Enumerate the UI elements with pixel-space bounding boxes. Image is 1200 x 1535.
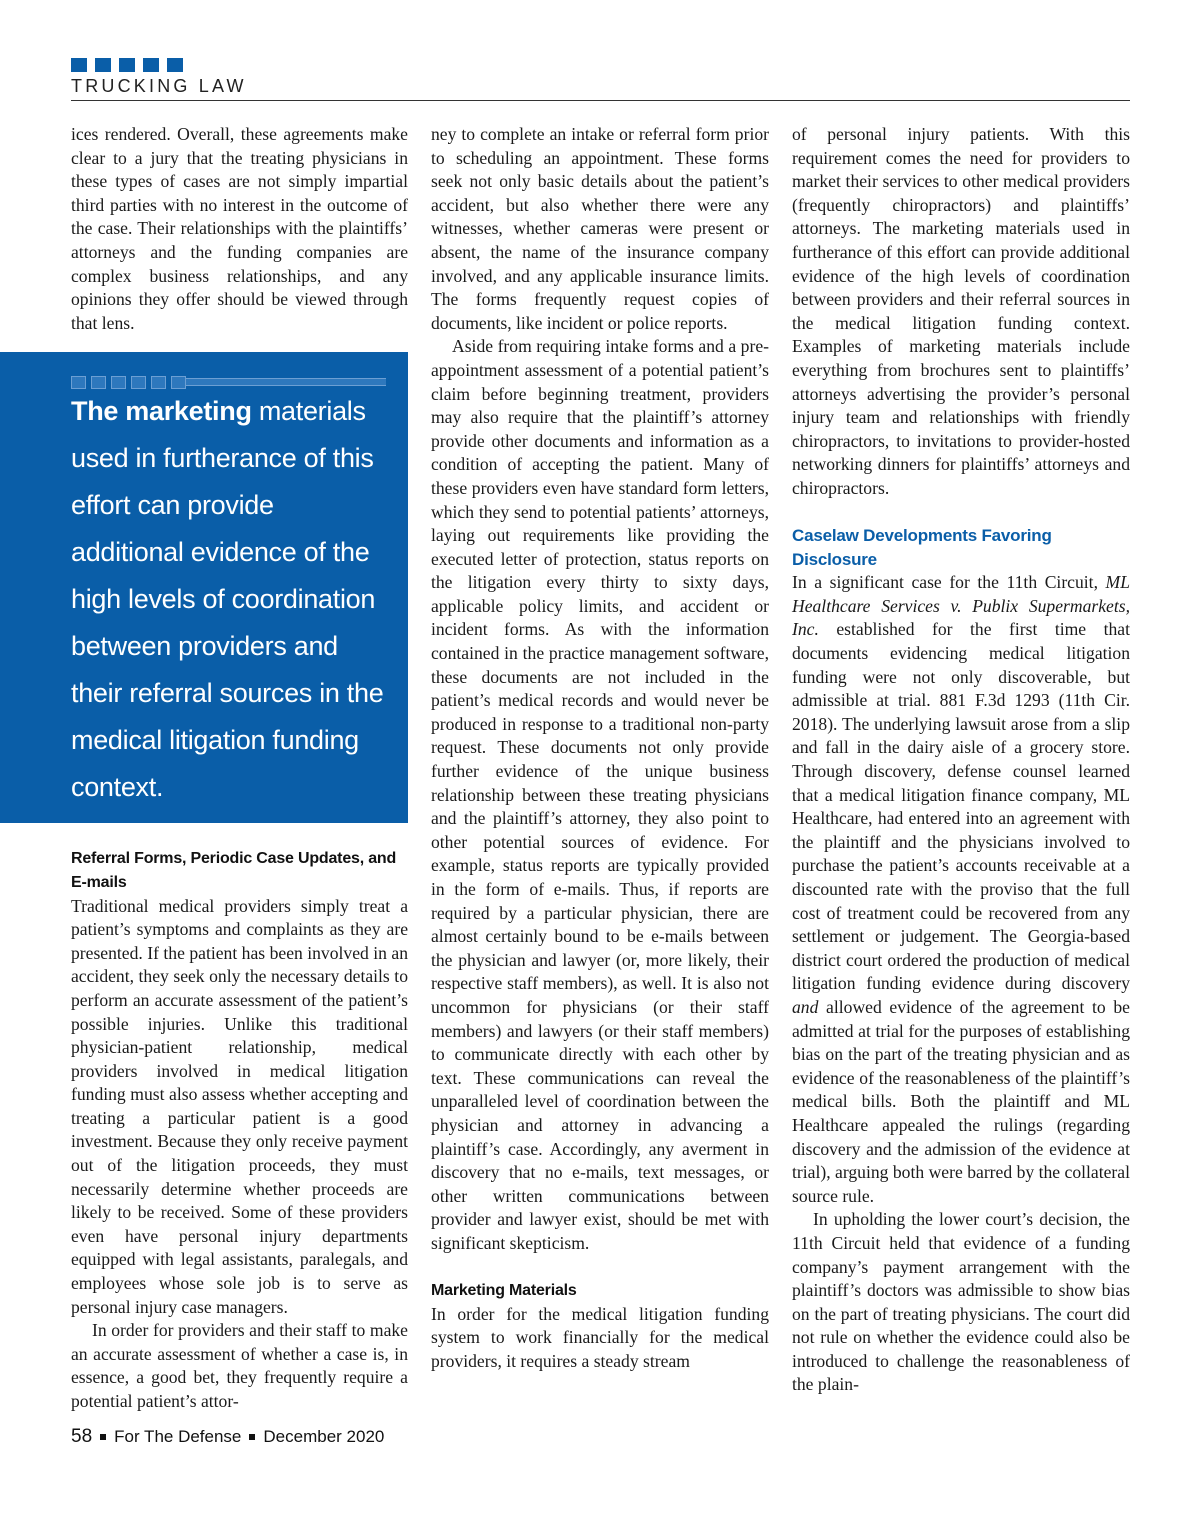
issue-date: December 2020 (263, 1427, 385, 1446)
text-run: established for the first time that documents evidencing medical litigation funding were not only discoverable, but admissible at trial. 881 F.3d 1293 (11th Cir. 2018). The underlying lawsuit arose from a slip and fall in the dairy aisle of a grocery store. Through discovery, defense counsel learned that a medical litigation finance company, ML Healthcare, had entered into an agreement with the plaintiff and the physicians involved to purchase the patient’s accounts receivable at a discounted rate with the proviso that the full cost of treatment could be recovered from any settlement or judgement. The Georgia-based district court ordered the production of medical litigation funding evidence during discovery (792, 619, 1130, 994)
pullquote-text (71, 388, 391, 811)
publication-name: For The Defense (114, 1427, 242, 1446)
spacer (431, 1256, 769, 1280)
page-number: 58 (71, 1426, 93, 1447)
pull-quote (0, 352, 408, 823)
text-run: In a significant case for the 11th Circuit, (792, 572, 1106, 593)
column-3 (792, 123, 1130, 1397)
column-2 (431, 123, 769, 1373)
header-decoration (71, 58, 183, 72)
separator-square (249, 1434, 255, 1440)
subheading-referral-forms: Referral Forms, Periodic Case Updates, and E-mails (71, 850, 397, 891)
header-divider (71, 100, 1130, 101)
page-footer (71, 1426, 384, 1448)
paragraph: In order for providers and their staff to make an accurate assessment of whether a case is, in essence, a good bet, they frequently require a potential patient’s attor- (71, 1320, 408, 1411)
header-square (143, 58, 159, 72)
header-square (71, 58, 87, 72)
pullquote-rule (186, 378, 386, 386)
case-name: ML Healthcare Services v. Publix Supermarkets, Inc. (792, 572, 1130, 640)
header-square (167, 58, 183, 72)
section-label: TRUCKING LAW (71, 76, 247, 96)
paragraph: In order for the medical litigation funding system to work financially for the medical providers, it requires a steady stream (431, 1303, 769, 1371)
subheading-marketing-materials: Marketing Materials (431, 1282, 577, 1300)
paragraph: of personal injury patients. With this requirement comes the need for providers to market their services to other medical providers (frequently chiropractors) and plaintiffs’ attorneys. The marketing materials used in furtherance of this effort can provide additional evidence of the high levels of coordination between providers and their referral sources in the medical litigation funding context. Examples of marketing materials include everything from brochures sent to plaintiffs’ attorneys advertising the provider’s personal injury team and relationships with friendly chiropractors, to invitations to provider-hosted networking dinners for plaintiffs’ attorneys and chiropractors. (792, 124, 1130, 498)
paragraph: Aside from requiring intake forms and a pre-appointment assessment of a potential patient’s claim before beginning treatment, providers may also require that the plaintiff’s attorney provide other documents and information as a condition of accepting the patient. Many of these providers even have standard form letters, which they send to potential patients’ attorneys, laying out requirements like providing the executed letter of protection, status reports on the litigation every thirty to sixty days, applicable policy limits, and accident or incident forms. As with the information contained in the practice management software, these documents are not included in the patient’s medical records and would never be produced in response to a traditional non-party request. These documents not only provide further evidence of the unique business relationship between these treating physicians and the plaintiff’s attorney, they also point to other potential sources of evidence. For example, status reports are typically provided in the form of e-mails. Thus, if reports are required by a particular physician, there are almost certainly bound to be e-mails between the physician and lawyer (or, more likely, their respective staff members), as well. It is also not uncommon for physicians (or their staff members) and lawyers (or their staff members) to communicate directly with each other by text. These communications can reveal the unparalleled level of coordination between the physician and attorney in advancing a plaintiff’s case. Accordingly, any averment in discovery that no e-mails, text messages, or other written communications between provider and lawyer exist, should be met with significant skepticism. (431, 336, 769, 1253)
paragraph (792, 571, 1130, 1208)
emphasis: and (792, 996, 819, 1017)
header-square (119, 58, 135, 72)
pullquote-rest: materials used in furtherance of this effort can provide additional evidence of the high levels of coordination between providers and their referral sources in the medical litigation funding context. (71, 396, 384, 802)
paragraph: ices rendered. Overall, these agreements make clear to a jury that the treating physicians in these types of cases are not simply impartial third parties with no interest in the outcome of the case. Their relationships with the plaintiffs’ attorneys and the funding companies are complex business relationships, and any opinions they offer should be viewed through that lens. (71, 124, 408, 333)
separator-square (100, 1434, 106, 1440)
paragraph: ney to complete an intake or referral form prior to scheduling an appointment. These forms seek not only basic details about the patient’s accident, but also whether there were any witnesses, whether cameras were present or absent, the name of the insurance company involved, and any applicable insurance limits. The forms frequently request copies of documents, like incident or police reports. (431, 124, 769, 333)
subheading-caselaw: Caselaw Developments Favoring Disclosure (792, 526, 1052, 569)
pullquote-lead: The marketing (71, 396, 252, 426)
paragraph: Traditional medical providers simply treat a patient’s symptoms and complaints as they are presented. If the patient has been involved in an accident, they seek only the necessary details to perform an accurate assessment of the patient’s possible injuries. Unlike this traditional physician-patient relationship, medical providers involved in medical litigation funding must also assess whether accepting and treating a particular patient is a good investment. Because they only receive payment out of the litigation proceeds, they must necessarily determine whether proceeds are likely to be received. Some of these providers even have personal injury departments equipped with legal assistants, paralegals, and employees whose sole job is to serve as personal injury case managers. (71, 895, 408, 1317)
header-square (95, 58, 111, 72)
paragraph: In upholding the lower court’s decision, the 11th Circuit held that evidence of a funding company’s payment arrangement with the plaintiff’s doctors was admissible to show bias on the part of treating physicians. The court did not rule on whether the evidence could also be introduced to challenge the reasonableness of the plain- (792, 1209, 1130, 1395)
spacer (792, 501, 1130, 525)
text-run: allowed evidence of the agreement to be admitted at trial for the purposes of establishing bias on the part of the treating physician and as evidence of the reasonableness of the plaintiff’s medical bills. Both the plaintiff and ML Healthcare appealed the rulings (regarding discovery and the admission of the evidence at trial), arguing both were barred by the collateral source rule. (792, 996, 1130, 1206)
